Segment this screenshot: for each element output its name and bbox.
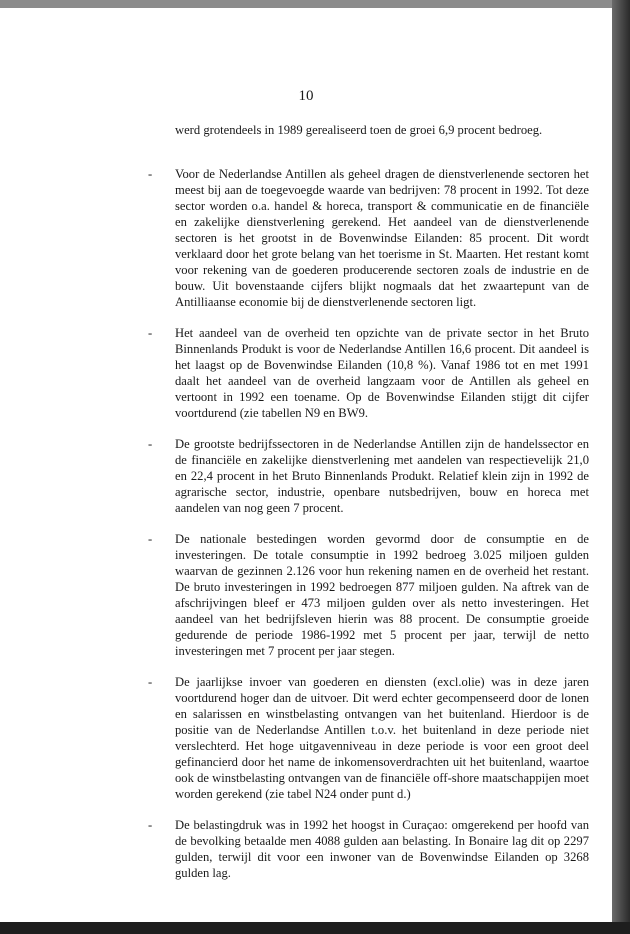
bullet-item [148,166,589,310]
bullet-item [148,531,589,659]
scan-border-bottom [0,922,630,934]
bullet-dash: - [148,675,153,689]
bullet-dash: - [148,167,153,181]
bullet-text: De belastingdruk was in 1992 het hoogst in Curaçao: omgerekend per hoofd van de bevolking betaalde men 4088 gulden aan belasting. In Bonaire lag dit op 2297 gulden, terwijl dit voor een inwoner van de Bovenwindse Eilanden op 3268 gulden lag. [175,818,589,880]
bullet-item [148,817,589,881]
bullet-text: De nationale bestedingen worden gevormd door de consumptie en de investeringen. De totale consumptie in 1992 bedroeg 3.025 miljoen gulden waarvan de gezinnen 2.126 voor hun rekening namen en de overheid het restant. De bruto investeringen in 1992 bedroegen 877 miljoen gulden. Na aftrek van de afschrijvingen bleef er 473 miljoen gulden over als netto investeringen. Het aandeel van het bedrijfsleven hierin was 88 procent. De consumptie groeide gedurende de periode 1986-1992 met 5 procent per jaar, terwijl de netto investeringen met 7 procent per jaar stegen. [175,532,589,658]
bullet-text: De jaarlijkse invoer van goederen en diensten (excl.olie) was in deze jaren voortdurend hoger dan de uitvoer. Dit werd echter gecompenseerd door de lonen en salarissen en winstbelasting ontvangen van het buitenland. Hierdoor is de positie van de Nederlandse Antillen t.o.v. het buitenland in deze periode niet verslechterd. Het hoge uitgavenniveau in deze periode is voor een groot deel gefinancierd door het name de inkomensoverdrachten uit het buitenland, waartoe ook de winstbelasting ontvangen van de financiële off-shore maatschappijen moet worden gerekend (zie tabel N24 onder punt d.) [175,675,589,801]
bullet-item [148,674,589,802]
bullet-dash: - [148,818,153,832]
bullet-dash: - [148,532,153,546]
scan-border-right [612,0,630,934]
bullet-text: Het aandeel van de overheid ten opzichte van de private sector in het Bruto Binnenlands Produkt is voor de Nederlandse Antillen 16,6 procent. Dit aandeel is het laagst op de Bovenwindse Eilanden (10,8 %). Vanaf 1986 tot en met 1991 daalt het aandeel van de overheid langzaam voor de Antillen als geheel en vertoont in 1992 een toename. Op de Bovenwindse Eilanden stijgt dit cijfer voortdurend (zie tabellen N9 en BW9. [175,326,589,420]
bullet-dash: - [148,326,153,340]
intro-line: werd grotendeels in 1989 gerealiseerd toen de groei 6,9 procent bedroeg. [175,123,543,137]
bullet-text: De grootste bedrijfssectoren in de Nederlandse Antillen zijn de handelssector en de financiële en zakelijke dienstverlening met aandelen van respectievelijk 21,0 en 22,4 procent in het Bruto Binnenlands Produkt. Relatief klein zijn in 1992 de agrarische sector, industrie, openbare nutsbedrijven, bouw en horeca met aandelen van nog geen 7 procent. [175,437,589,515]
bullet-text: Voor de Nederlandse Antillen als geheel dragen de dienstverlenende sectoren het meest bij aan de toegevoegde waarde van bedrijven: 78 procent in 1992. Tot deze sector worden o.a. handel & horeca, transport & communicatie en de financiële en zakelijke dienstverlening gerekend. Het aandeel van de dienstverlenende sectoren is het grootst in de Bovenwindse Eilanden: 85 procent. Dit wordt verklaard door het grote belang van het toerisme in St. Maarten. Het restant komt voor rekening van de goederen producerende sectoren zoals de industrie en de bouw. Uit bovenstaande cijfers blijkt nogmaals dat het zwaartepunt van de Antilliaanse economie bij de dienstverlenende sectoren ligt. [175,167,589,309]
bullet-item [148,436,589,516]
page-number: 10 [298,88,314,104]
document-page [0,8,612,922]
bullet-item [148,325,589,421]
bullet-dash: - [148,437,153,451]
bullet-list [148,166,589,896]
